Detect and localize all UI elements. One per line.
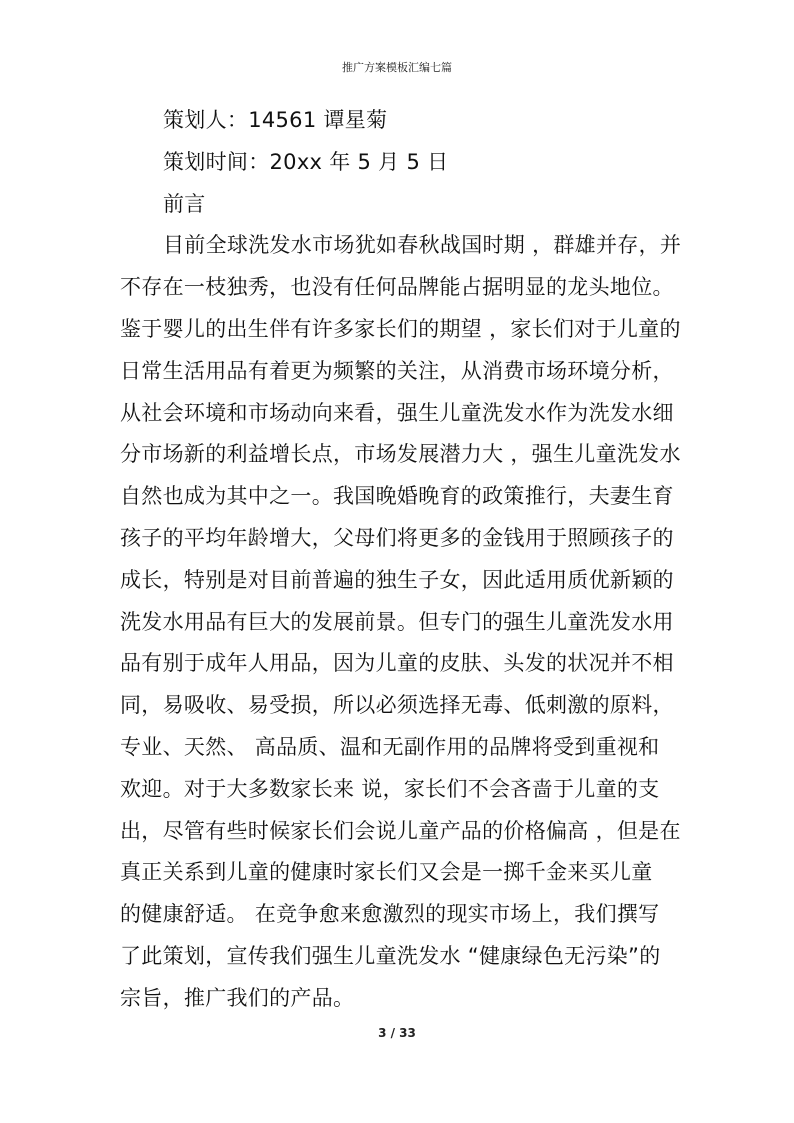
section-heading: 前言 (163, 191, 206, 216)
paragraph-line: 分市场新的利益增长点，市场发展潜力大 ，强生儿童洗发水 (120, 442, 681, 467)
document-body (120, 100, 692, 1020)
date-line: 策划时间：20xx 年 5 月 5 日 (163, 149, 449, 174)
paragraph-line: 洗发水用品有巨大的发展前景。但专门的强生儿童洗发水用 (120, 609, 674, 634)
paragraph-line: 真正关系到儿童的健康时家长们又会是一掷千金来买儿童 (120, 860, 653, 885)
preface-paragraph (120, 225, 692, 1019)
page-header-title: 推广方案模板汇编七篇 (342, 61, 452, 74)
planner-line: 策划人：14561 谭星菊 (163, 108, 388, 132)
paragraph-line: 欢迎。对于大多数家长来 说，家长们不会吝啬于儿童的支 (120, 776, 660, 801)
paragraph-line: 同，易吸收、易受损，所以必须选择无毒、低刺激的原料， (120, 693, 674, 718)
paragraph-line: 日常生活用品有着更为频繁的关注，从消费市场环境分析， (120, 358, 674, 383)
paragraph-line: 品有别于成年人用品，因为儿童的皮肤、头发的状况并不相 (120, 651, 674, 676)
paragraph-line: 不存在一枝独秀，也没有任何品牌能占据明显的龙头地位。 (120, 275, 674, 300)
paragraph-line: 了此策划，宣传我们强生儿童洗发水 “健康绿色无污染”的 (120, 943, 661, 968)
paragraph-line: 的健康舒适。 在竞争愈来愈激烈的现实市场上，我们撰写 (120, 902, 660, 927)
paragraph-line: 出，尽管有些时候家长们会说儿童产品的价格偏高 ，但是在 (120, 818, 681, 843)
paragraph-line: 从社会环境和市场动向来看，强生儿童洗发水作为洗发水细 (120, 400, 674, 425)
paragraph-line: 成长，特别是对目前普遍的独生子女，因此适用质优新颖的 (120, 567, 674, 592)
page-number: 3 / 33 (378, 1026, 416, 1040)
paragraph-line: 孩子的平均年龄增大，父母们将更多的金钱用于照顾孩子的 (120, 525, 674, 550)
paragraph-line: 宗旨，推广我们的产品。 (120, 985, 355, 1010)
paragraph-line: 专业、天然、 高品质、温和无副作用的品牌将受到重视和 (120, 734, 660, 759)
paragraph-line: 鉴于婴儿的出生伴有许多家长们的期望 ，家长们对于儿童的 (120, 316, 681, 341)
paragraph-line: 目前全球洗发水市场犹如春秋战国时期 ，群雄并存，并 (163, 233, 682, 258)
paragraph-line: 自然也成为其中之一。我国晚婚晚育的政策推行，夫妻生育 (120, 484, 674, 509)
